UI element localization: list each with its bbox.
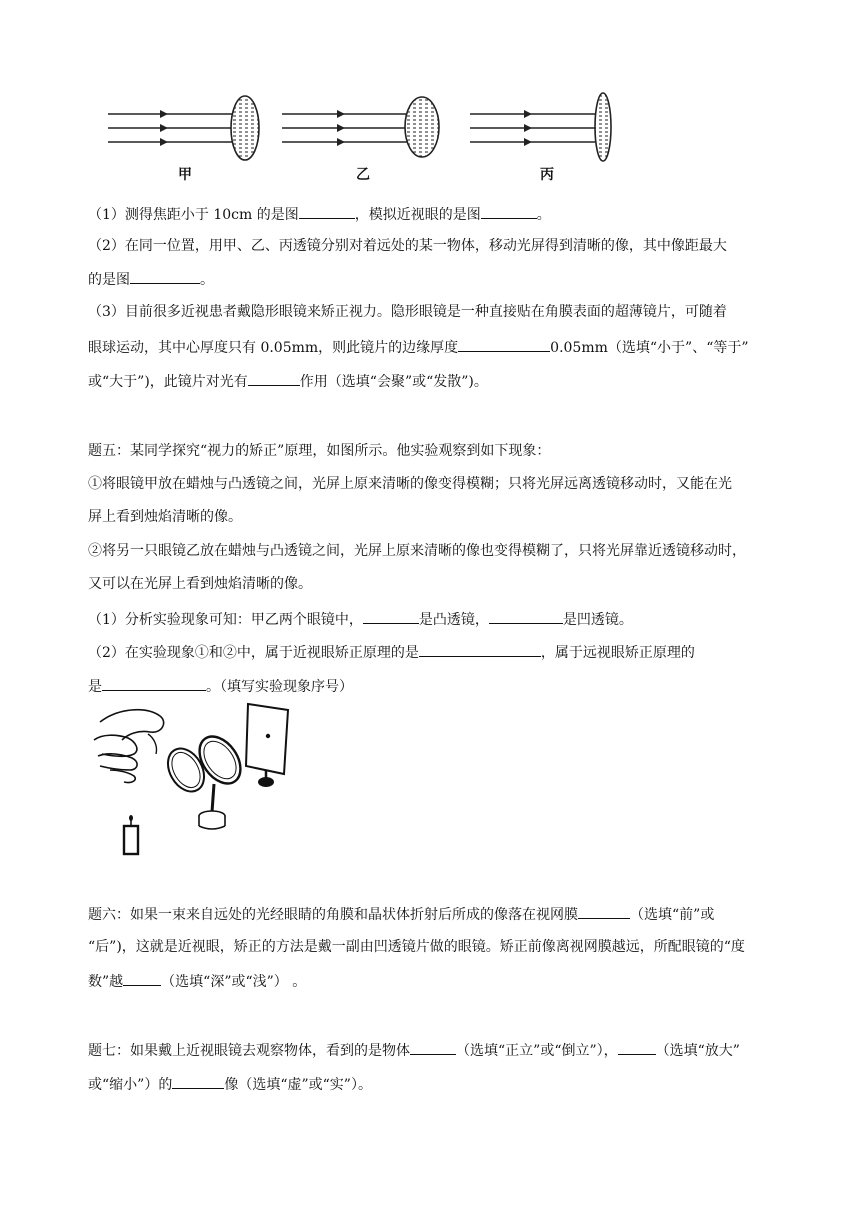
q4-part2-a: （2）在同一位置，用甲、乙、丙透镜分别对着远处的某一物体，移动光屏得到清晰的像，其中像距最大: [88, 238, 727, 254]
lens-jia: [108, 96, 259, 160]
q7-line-b: 或“缩小”）的 像（选填“虚”或“实”）。: [88, 1073, 372, 1095]
label-yi: 乙: [356, 167, 370, 183]
label-bing: 丙: [540, 167, 554, 183]
q5-part1: （1）分析实验现象可知：甲乙两个眼镜中， 是凸透镜， 是凹透镜。: [88, 608, 633, 630]
lens-yi: [282, 97, 439, 157]
experiment-figure: [88, 700, 318, 860]
q5-part2-a: （2）在实验现象①和②中，属于近视眼矫正原理的是 ，属于远视眼矫正原理的: [88, 641, 695, 663]
q6-line-b: “后”)，这就是近视眼，矫正的方法是戴一副由凹透镜片做的眼镜。矫正前像离视网膜越远，所配眼镜的“度: [88, 939, 745, 955]
q5-part2-b: 是 。（填写实验现象序号）: [88, 675, 353, 697]
q6-line-c: 数”越 （选填“深”或“浅”） 。: [88, 970, 306, 992]
q6-line-a: 题六：如果一束来自远处的光经眼睛的角膜和晶状体折射后所成的像落在视网膜 （选填“前”或: [88, 903, 714, 925]
q5-observation-2b: 又可以在光屏上看到烛焰清晰的像。: [88, 576, 312, 592]
q4-part2-b: 的是图 。: [88, 268, 214, 290]
q4-part3-b: 眼球运动，其中心厚度只有 0.05mm，则此镜片的边缘厚度 0.05mm（选填“小于”、“等于”: [88, 336, 749, 358]
q5-title: 题五：某同学探究“视力的矫正”原理，如图所示。他实验观察到如下现象：: [88, 443, 551, 459]
q5-observation-1a: ①将眼镜甲放在蜡烛与凸透镜之间，光屏上原来清晰的像变得模糊；只将光屏远离透镜移动时，又能在光: [88, 476, 732, 492]
label-jia: 甲: [178, 167, 192, 183]
q5-observation-2a: ②将另一只眼镜乙放在蜡烛与凸透镜之间，光屏上原来清晰的像也变得模糊了，只将光屏靠近透镜移动时，: [88, 543, 746, 559]
q4-part1: （1）测得焦距小于 10cm 的是图 ，模拟近视眼的是图 。: [88, 203, 551, 225]
q5-observation-1b: 屏上看到烛焰清晰的像。: [88, 509, 242, 525]
q4-part3-a: （3）目前很多近视患者戴隐形眼镜来矫正视力。隐形眼镜是一种直接贴在角膜表面的超薄镜片，可随着: [88, 304, 727, 320]
lens-bing: [470, 93, 611, 161]
q7-line-a: 题七：如果戴上近视眼镜去观察物体，看到的是物体 （选填“正立”或“倒立”）， （选填“放大”: [88, 1039, 740, 1061]
q4-part3-c: 或“大于”)，此镜片对光有 作用（选填“会聚”或“发散”)。: [88, 370, 488, 392]
